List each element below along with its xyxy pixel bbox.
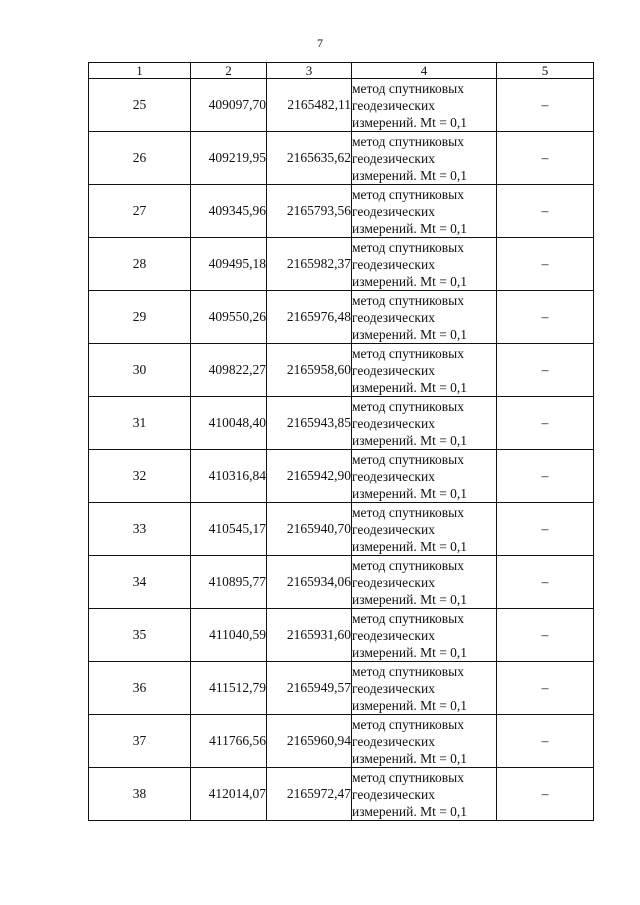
- note-cell: –: [497, 79, 594, 132]
- note-cell: –: [497, 132, 594, 185]
- coordinate-x-cell: 409219,95: [191, 132, 267, 185]
- point-number-cell: 29: [89, 291, 191, 344]
- table-row: [89, 291, 594, 344]
- note-cell: –: [497, 503, 594, 556]
- method-line: геодезических: [352, 468, 435, 484]
- method-line: измерений. Mt = 0,1: [352, 538, 468, 554]
- method-cell: [352, 715, 497, 768]
- method-line: измерений. Mt = 0,1: [352, 220, 468, 236]
- table-header: [89, 63, 594, 79]
- method-line: метод спутниковых: [352, 186, 464, 202]
- method-line: измерений. Mt = 0,1: [352, 273, 468, 289]
- method-line: метод спутниковых: [352, 663, 464, 679]
- note-cell: –: [497, 715, 594, 768]
- method-line: метод спутниковых: [352, 716, 464, 732]
- method-line: метод спутниковых: [352, 769, 464, 785]
- method-line: метод спутниковых: [352, 557, 464, 573]
- header-col-4: 4: [352, 63, 497, 79]
- table-row: [89, 450, 594, 503]
- method-cell: [352, 609, 497, 662]
- table-row: [89, 397, 594, 450]
- coordinate-x-cell: 409550,26: [191, 291, 267, 344]
- table-row: [89, 768, 594, 821]
- coordinate-x-cell: 411040,59: [191, 609, 267, 662]
- header-col-5: 5: [497, 63, 594, 79]
- method-line: измерений. Mt = 0,1: [352, 485, 468, 501]
- method-line: метод спутниковых: [352, 133, 464, 149]
- method-cell: [352, 185, 497, 238]
- method-line: геодезических: [352, 733, 435, 749]
- coordinate-y-cell: 2165960,94: [267, 715, 352, 768]
- method-line: геодезических: [352, 574, 435, 590]
- coordinate-y-cell: 2165940,70: [267, 503, 352, 556]
- table-row: [89, 609, 594, 662]
- method-cell: [352, 450, 497, 503]
- method-line: измерений. Mt = 0,1: [352, 803, 468, 819]
- point-number-cell: 30: [89, 344, 191, 397]
- table-row: [89, 132, 594, 185]
- method-line: измерений. Mt = 0,1: [352, 114, 468, 130]
- note-cell: –: [497, 185, 594, 238]
- coordinate-y-cell: 2165982,37: [267, 238, 352, 291]
- point-number-cell: 27: [89, 185, 191, 238]
- header-col-2: 2: [191, 63, 267, 79]
- method-line: метод спутниковых: [352, 504, 464, 520]
- coordinate-x-cell: 410895,77: [191, 556, 267, 609]
- method-line: измерений. Mt = 0,1: [352, 379, 468, 395]
- point-number-cell: 26: [89, 132, 191, 185]
- method-line: геодезических: [352, 203, 435, 219]
- point-number-cell: 28: [89, 238, 191, 291]
- method-line: измерений. Mt = 0,1: [352, 432, 468, 448]
- method-line: измерений. Mt = 0,1: [352, 167, 468, 183]
- method-line: геодезических: [352, 150, 435, 166]
- point-number-cell: 31: [89, 397, 191, 450]
- coordinate-x-cell: 409495,18: [191, 238, 267, 291]
- method-line: геодезических: [352, 362, 435, 378]
- note-cell: –: [497, 662, 594, 715]
- method-cell: [352, 79, 497, 132]
- coordinate-y-cell: 2165635,62: [267, 132, 352, 185]
- note-cell: –: [497, 768, 594, 821]
- coordinate-x-cell: 411766,56: [191, 715, 267, 768]
- table-body: [89, 79, 594, 821]
- note-cell: –: [497, 609, 594, 662]
- coordinate-y-cell: 2165972,47: [267, 768, 352, 821]
- coordinate-y-cell: 2165943,85: [267, 397, 352, 450]
- coordinate-x-cell: 410316,84: [191, 450, 267, 503]
- table-row: [89, 715, 594, 768]
- method-line: метод спутниковых: [352, 239, 464, 255]
- method-line: метод спутниковых: [352, 398, 464, 414]
- method-line: метод спутниковых: [352, 292, 464, 308]
- coordinate-x-cell: 412014,07: [191, 768, 267, 821]
- coordinate-x-cell: 409097,70: [191, 79, 267, 132]
- coordinate-y-cell: 2165949,57: [267, 662, 352, 715]
- method-line: геодезических: [352, 627, 435, 643]
- coordinate-y-cell: 2165482,11: [267, 79, 352, 132]
- coordinate-x-cell: 410048,40: [191, 397, 267, 450]
- header-col-3: 3: [267, 63, 352, 79]
- method-line: геодезических: [352, 680, 435, 696]
- point-number-cell: 35: [89, 609, 191, 662]
- method-cell: [352, 768, 497, 821]
- method-line: геодезических: [352, 786, 435, 802]
- point-number-cell: 36: [89, 662, 191, 715]
- method-line: геодезических: [352, 97, 435, 113]
- header-col-1: 1: [89, 63, 191, 79]
- coordinate-y-cell: 2165958,60: [267, 344, 352, 397]
- table-row: [89, 238, 594, 291]
- table-row: [89, 344, 594, 397]
- point-number-cell: 33: [89, 503, 191, 556]
- table-row: [89, 662, 594, 715]
- method-line: метод спутниковых: [352, 610, 464, 626]
- coordinate-x-cell: 410545,17: [191, 503, 267, 556]
- method-line: геодезических: [352, 415, 435, 431]
- method-line: измерений. Mt = 0,1: [352, 326, 468, 342]
- note-cell: –: [497, 238, 594, 291]
- coordinate-y-cell: 2165934,06: [267, 556, 352, 609]
- coordinate-x-cell: 411512,79: [191, 662, 267, 715]
- coordinates-table: [88, 62, 594, 821]
- method-line: измерений. Mt = 0,1: [352, 591, 468, 607]
- point-number-cell: 25: [89, 79, 191, 132]
- point-number-cell: 32: [89, 450, 191, 503]
- coordinate-y-cell: 2165976,48: [267, 291, 352, 344]
- table-row: [89, 185, 594, 238]
- method-line: геодезических: [352, 521, 435, 537]
- method-line: метод спутниковых: [352, 80, 464, 96]
- method-line: метод спутниковых: [352, 451, 464, 467]
- point-number-cell: 34: [89, 556, 191, 609]
- note-cell: –: [497, 344, 594, 397]
- method-line: геодезических: [352, 309, 435, 325]
- method-line: измерений. Mt = 0,1: [352, 644, 468, 660]
- method-cell: [352, 291, 497, 344]
- method-line: измерений. Mt = 0,1: [352, 697, 468, 713]
- point-number-cell: 37: [89, 715, 191, 768]
- method-cell: [352, 344, 497, 397]
- page-number: 7: [317, 36, 323, 50]
- note-cell: –: [497, 450, 594, 503]
- method-cell: [352, 238, 497, 291]
- method-cell: [352, 662, 497, 715]
- method-cell: [352, 132, 497, 185]
- note-cell: –: [497, 291, 594, 344]
- method-cell: [352, 397, 497, 450]
- table-row: [89, 503, 594, 556]
- method-line: измерений. Mt = 0,1: [352, 750, 468, 766]
- method-line: геодезических: [352, 256, 435, 272]
- coordinate-x-cell: 409822,27: [191, 344, 267, 397]
- table-row: [89, 556, 594, 609]
- table-row: [89, 79, 594, 132]
- method-cell: [352, 556, 497, 609]
- method-cell: [352, 503, 497, 556]
- point-number-cell: 38: [89, 768, 191, 821]
- coordinate-x-cell: 409345,96: [191, 185, 267, 238]
- header-row: [89, 63, 594, 79]
- coordinate-y-cell: 2165793,56: [267, 185, 352, 238]
- method-line: метод спутниковых: [352, 345, 464, 361]
- coordinate-y-cell: 2165942,90: [267, 450, 352, 503]
- note-cell: –: [497, 556, 594, 609]
- coordinate-y-cell: 2165931,60: [267, 609, 352, 662]
- note-cell: –: [497, 397, 594, 450]
